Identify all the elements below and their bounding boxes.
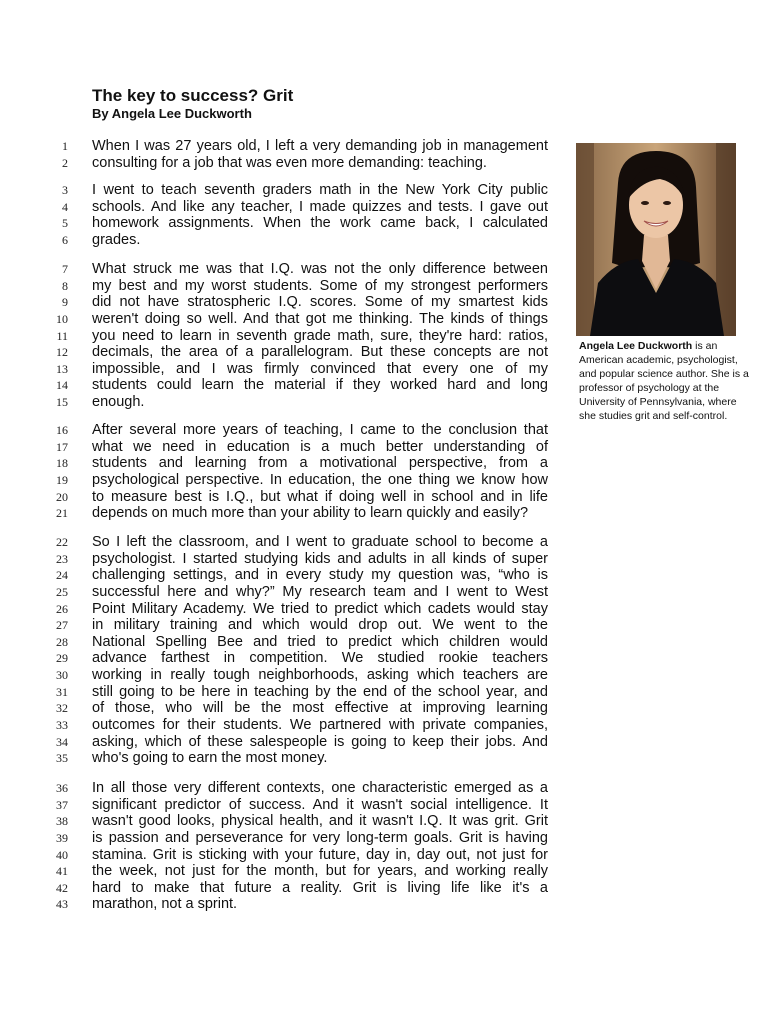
photo-caption — [579, 339, 749, 423]
text-line — [0, 813, 560, 830]
text-line — [0, 294, 560, 311]
line-number: 31 — [56, 684, 68, 699]
line-number: 6 — [62, 232, 68, 247]
line-text: In all those very different contexts, one characteristic emerged as a — [92, 780, 548, 796]
line-number: 24 — [56, 568, 68, 583]
author-photo — [576, 143, 736, 336]
paragraph — [0, 182, 560, 249]
text-line — [0, 439, 560, 456]
line-number: 7 — [62, 262, 68, 276]
line-text: outcomes for their students. We partnered with private companies, — [92, 717, 548, 734]
line-number: 42 — [56, 880, 68, 895]
text-line — [0, 700, 560, 717]
line-number: 35 — [56, 751, 68, 766]
text-line — [0, 601, 560, 618]
line-text: significant predictor of success. And it wasn't social intelligence. It — [92, 796, 548, 813]
line-number: 30 — [56, 668, 68, 683]
text-line — [0, 422, 560, 439]
text-line — [0, 505, 560, 522]
text-line — [0, 199, 560, 216]
line-text: hard to make that future a reality. Grit is living life like it's a — [92, 879, 548, 896]
line-text: grades. — [92, 231, 141, 248]
text-line — [0, 278, 560, 295]
line-text: depends on much more than your ability to learn quickly and easily? — [92, 505, 529, 522]
line-number: 4 — [62, 199, 68, 214]
text-line — [0, 717, 560, 734]
line-number: 37 — [56, 797, 68, 812]
article-byline: By Angela Lee Duckworth — [92, 106, 252, 121]
text-line — [0, 138, 560, 155]
line-number: 14 — [56, 378, 68, 393]
text-line — [0, 215, 560, 232]
text-line — [0, 847, 560, 864]
line-text: consulting for a job that was even more demanding: teaching. — [92, 154, 487, 171]
line-number: 17 — [56, 439, 68, 454]
line-number: 16 — [56, 423, 68, 437]
line-text: is passion and perseverance for very long-term goals. Grit is having — [92, 829, 548, 846]
text-line — [0, 328, 560, 345]
text-line — [0, 182, 560, 199]
text-line — [0, 750, 560, 767]
paragraph — [0, 780, 560, 913]
line-number: 28 — [56, 634, 68, 649]
line-text: still going to be here in teaching by the end of the school year, and — [92, 683, 548, 700]
text-line — [0, 797, 560, 814]
text-line — [0, 394, 560, 411]
caption-text: is an American academic, psychologist, and popular science author. She is a professor of psychology at the University of Pennsylvania, where she studies grit and self-control. — [579, 340, 749, 422]
paragraph — [0, 138, 560, 171]
line-text: asking, which of these salespeople is going to keep their jobs. And — [92, 733, 548, 750]
line-number: 1 — [62, 139, 68, 153]
line-text: wasn't good looks, physical health, and it wasn't I.Q. It was grit. Grit — [92, 813, 548, 830]
line-number: 29 — [56, 651, 68, 666]
line-number: 3 — [62, 183, 68, 197]
line-number: 13 — [56, 361, 68, 376]
line-text: Point Military Academy. We tried to predict which cadets would stay — [92, 600, 548, 617]
line-text: working in really tough neighborhoods, asking which teachers are — [92, 667, 548, 684]
line-number: 15 — [56, 395, 68, 410]
text-line — [0, 634, 560, 651]
line-number: 2 — [62, 155, 68, 170]
line-text: National Spelling Bee and tried to predict which children would — [92, 633, 548, 650]
text-line — [0, 650, 560, 667]
text-line — [0, 880, 560, 897]
line-text: I went to teach seventh graders math in the New York City public — [92, 182, 548, 198]
line-text: When I was 27 years old, I left a very demanding job in management — [92, 138, 548, 154]
line-text: challenging settings, and in every study my question was, “who is — [92, 567, 548, 584]
line-text: impossible, and I was firmly convinced that every one of my — [92, 360, 548, 377]
line-text: you need to learn in seventh grade math, sure, they're hard: ratios, — [92, 327, 548, 344]
line-text: successful here and why?” My research team and I went to West — [92, 583, 548, 600]
text-line — [0, 261, 560, 278]
text-line — [0, 455, 560, 472]
line-text: psychologist. I started studying kids and adults in all kinds of super — [92, 550, 548, 567]
caption-name: Angela Lee Duckworth — [579, 340, 693, 352]
line-number: 20 — [56, 489, 68, 504]
line-number: 43 — [56, 897, 68, 912]
paragraph — [0, 534, 560, 767]
line-number: 19 — [56, 472, 68, 487]
portrait-image — [576, 143, 736, 336]
line-text: decimals, the area of a parallelogram. But these concepts are not — [92, 344, 548, 361]
line-number: 18 — [56, 456, 68, 471]
text-line — [0, 551, 560, 568]
line-text: So I left the classroom, and I went to graduate school to become a — [92, 534, 548, 550]
line-number: 23 — [56, 551, 68, 566]
text-line — [0, 361, 560, 378]
line-number: 40 — [56, 847, 68, 862]
text-line — [0, 232, 560, 249]
paragraph — [0, 422, 560, 522]
line-number: 38 — [56, 814, 68, 829]
line-number: 34 — [56, 734, 68, 749]
line-number: 10 — [56, 311, 68, 326]
text-line — [0, 617, 560, 634]
line-number: 39 — [56, 830, 68, 845]
text-line — [0, 489, 560, 506]
text-line — [0, 377, 560, 394]
text-line — [0, 311, 560, 328]
line-text: my best and my worst students. Some of my strongest performers — [92, 277, 548, 294]
paragraph — [0, 261, 560, 411]
text-line — [0, 667, 560, 684]
article-title: The key to success? Grit — [92, 86, 294, 105]
line-number: 8 — [62, 278, 68, 293]
text-line — [0, 830, 560, 847]
line-text: enough. — [92, 394, 145, 411]
line-text: in military training and which would drop out. We went to the — [92, 617, 548, 634]
line-number: 5 — [62, 216, 68, 231]
line-text: marathon, not a sprint. — [92, 896, 238, 913]
line-text: homework assignments. When the work came back, I calculated — [92, 215, 548, 232]
text-line — [0, 584, 560, 601]
line-number: 21 — [56, 506, 68, 521]
line-text: what we need in education is a much better understanding of — [92, 438, 548, 455]
line-text: stamina. Grit is sticking with your future, day in, day out, not just for — [92, 846, 548, 863]
line-text: who's going to earn the most money. — [92, 750, 328, 767]
line-number: 27 — [56, 618, 68, 633]
text-line — [0, 534, 560, 551]
line-number: 36 — [56, 781, 68, 795]
line-text: weren't doing so well. And that got me thinking. The kinds of things — [92, 310, 548, 327]
line-number: 25 — [56, 584, 68, 599]
line-text: After several more years of teaching, I came to the conclusion that — [92, 422, 548, 438]
text-line — [0, 896, 560, 913]
line-text: the week, not just for the month, but for years, and working really — [92, 863, 548, 880]
text-line — [0, 684, 560, 701]
line-number: 26 — [56, 601, 68, 616]
line-text: psychological perspective. In education, the one thing we know how — [92, 471, 548, 488]
text-line — [0, 734, 560, 751]
line-number: 12 — [56, 345, 68, 360]
line-text: advance farthest in competition. We studied rookie teachers — [92, 650, 548, 667]
line-number: 11 — [56, 328, 68, 343]
line-text: to measure best is I.Q., but what if doing well in school and in life — [92, 488, 548, 505]
text-line — [0, 344, 560, 361]
text-line — [0, 567, 560, 584]
text-line — [0, 780, 560, 797]
line-number: 33 — [56, 718, 68, 733]
line-text: schools. And like any teacher, I made quizzes and tests. I gave out — [92, 198, 548, 215]
line-number: 22 — [56, 535, 68, 549]
line-number: 32 — [56, 701, 68, 716]
line-text: did not have stratospheric I.Q. scores. Some of my smartest kids — [92, 294, 548, 311]
line-text: of those, who will be the most effective at improving learning — [92, 700, 548, 717]
line-text: students and learning from a motivational perspective, from a — [92, 455, 548, 472]
text-line — [0, 155, 560, 172]
text-line — [0, 863, 560, 880]
line-text: What struck me was that I.Q. was not the only difference between — [92, 261, 548, 277]
line-number: 41 — [56, 864, 68, 879]
line-text: students could learn the material if they worked hard and long — [92, 377, 548, 394]
text-line — [0, 472, 560, 489]
line-number: 9 — [62, 295, 68, 310]
